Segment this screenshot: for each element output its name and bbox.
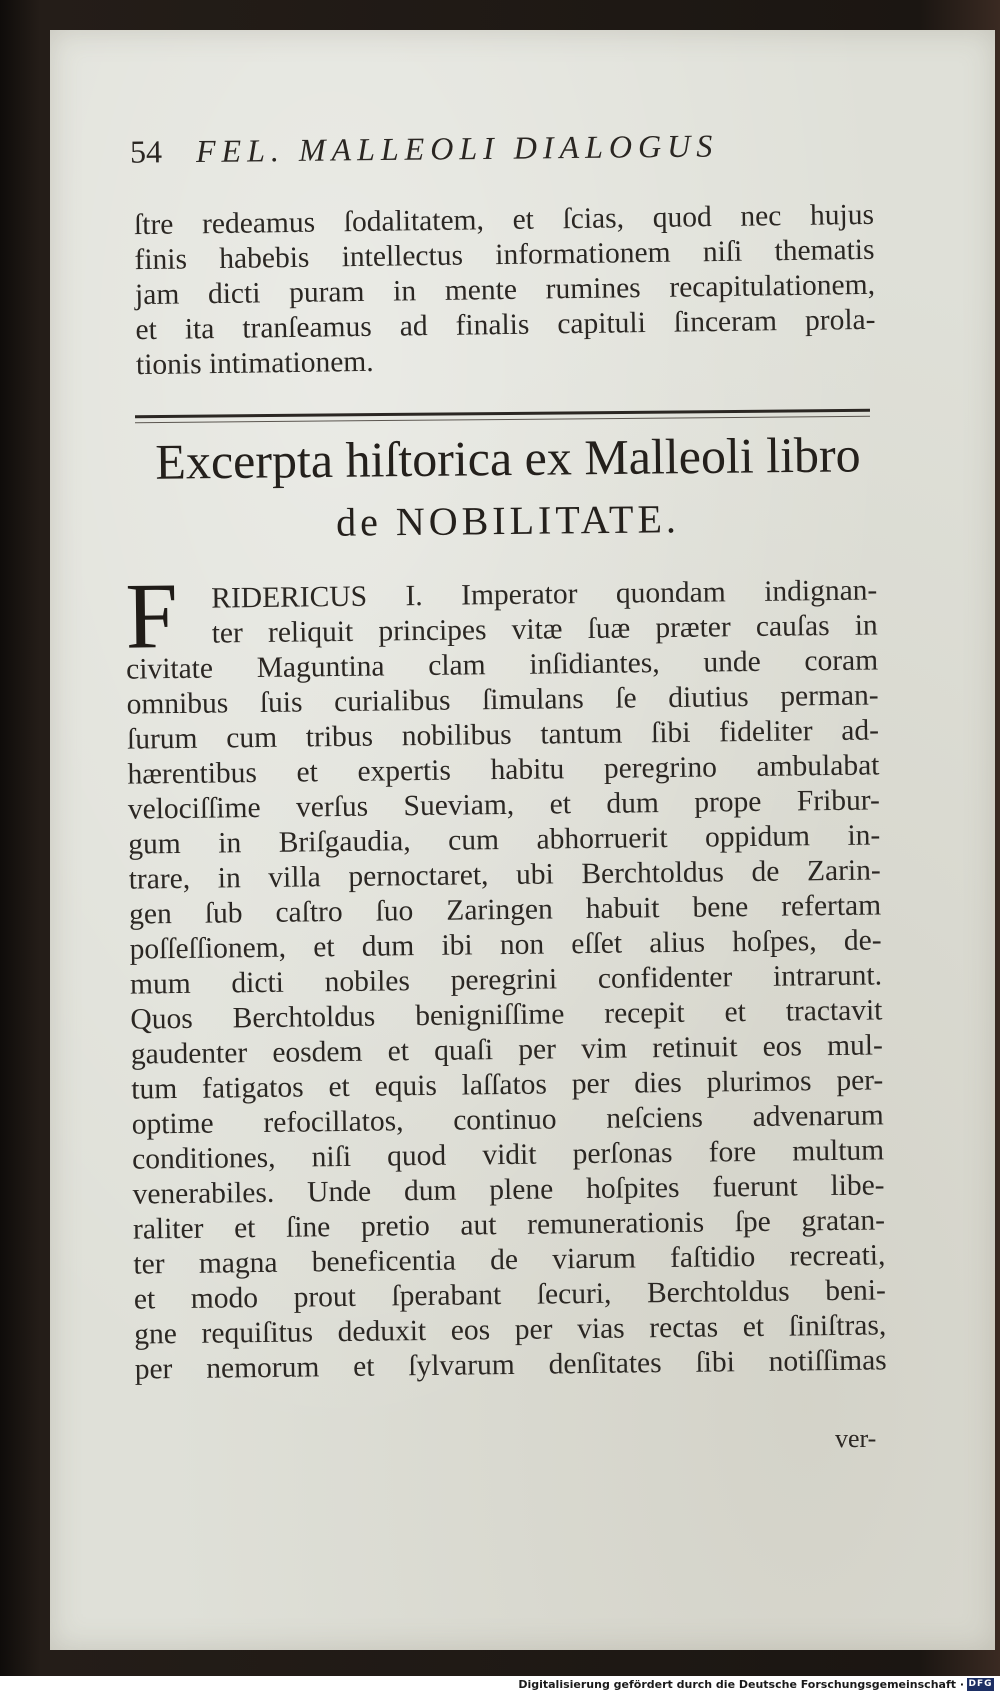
drop-cap: F — [124, 563, 179, 669]
text-line: velociſſime verſus Sueviam, et dum prope Fribur- — [127, 784, 881, 826]
text-line: finis habebis intellectus informationem niſi thematis — [134, 233, 875, 277]
text-line: raliter et ſine pretio aut remunerationis ſpe gratan- — [132, 1204, 886, 1246]
top-paragraph — [134, 198, 876, 383]
text-line: mum dicti nobiles peregrini confidenter intrarunt. — [129, 959, 883, 1001]
text-line: per nemorum et ſylvarum denſitates ſibi notiſſimas — [134, 1344, 887, 1386]
main-paragraph — [124, 563, 887, 1387]
text-line: et ita tranſeamus ad finalis capituli ſinceram prola- — [135, 303, 876, 347]
text-line: tionis intimationem. — [135, 345, 374, 382]
text-line: trare, in villa pernoctaret, ubi Berchtoldus de Zarin- — [128, 854, 881, 896]
text-line: conditiones, niſi quod vidit perſonas fore multum — [131, 1134, 885, 1176]
catchword: ver- — [835, 1424, 877, 1453]
text-line: gaudenter eosdem et quaſi per vim retinuit eos mul- — [130, 1029, 884, 1071]
text-line: gne requiſitus deduxit eos per vias rectas et ſiniſtras, — [134, 1309, 887, 1351]
text-line: poſſeſſionem, et dum ibi non eſſet alius hoſpes, de- — [129, 924, 882, 966]
funding-credit: Digitalisierung gefördert durch die Deutsche Forschungsgemeinschaft · — [518, 1678, 964, 1691]
text-line: omnibus ſuis curialibus ſimulans ſe diutius perman- — [126, 679, 879, 721]
text-line: Quos Berchtoldus benigniſſime recepit et tractavit — [130, 994, 883, 1036]
text-line: optime refocillatos, continuo neſciens advenarum — [131, 1099, 884, 1141]
text-line: RIDERICUS I. Imperator quondam indignan- — [211, 574, 878, 615]
text-line: ſtre redeamus ſodalitatem, et ſcias, quod nec hujus — [133, 198, 875, 242]
text-line: jam dicti puram in mente rumines recapitulationem, — [134, 268, 876, 312]
text-line: venerabiles. Unde dum plene hoſpites fuerunt libe- — [132, 1169, 885, 1211]
text-line: ter magna beneficentia de viarum faſtidio recreati, — [133, 1239, 886, 1281]
text-line: et modo prout ſperabant ſecuri, Berchtoldus beni- — [133, 1274, 887, 1316]
section-subtitle: de NOBILITATE. — [335, 496, 681, 545]
running-head — [130, 126, 830, 170]
text-line: gum in Briſgaudia, cum abhorruerit oppidum in- — [128, 819, 881, 861]
text-line: tum fatigatos et equis laſſatos per dies plurimos per- — [131, 1064, 884, 1106]
running-head-title: FEL. MALLEOLI DIALOGUS — [195, 127, 719, 169]
text-line: civitate Maguntina clam inſidiantes, unde coram — [125, 644, 879, 686]
text-line: hærentibus et expertis habitu peregrino ambulabat — [127, 749, 880, 791]
text-line: ſurum cum tribus nobilibus tantum ſibi fideliter ad- — [126, 714, 880, 756]
page-number: 54 — [129, 133, 163, 170]
section-title: Excerpta hiſtorica ex Malleoli libro — [155, 426, 861, 490]
text-line: gen ſub caſtro ſuo Zaringen habuit bene refertam — [128, 889, 882, 931]
text-line: ter reliquit principes vitæ ſuæ præter cauſas in — [211, 609, 878, 650]
dfg-logo-icon: DFG — [968, 1679, 993, 1689]
